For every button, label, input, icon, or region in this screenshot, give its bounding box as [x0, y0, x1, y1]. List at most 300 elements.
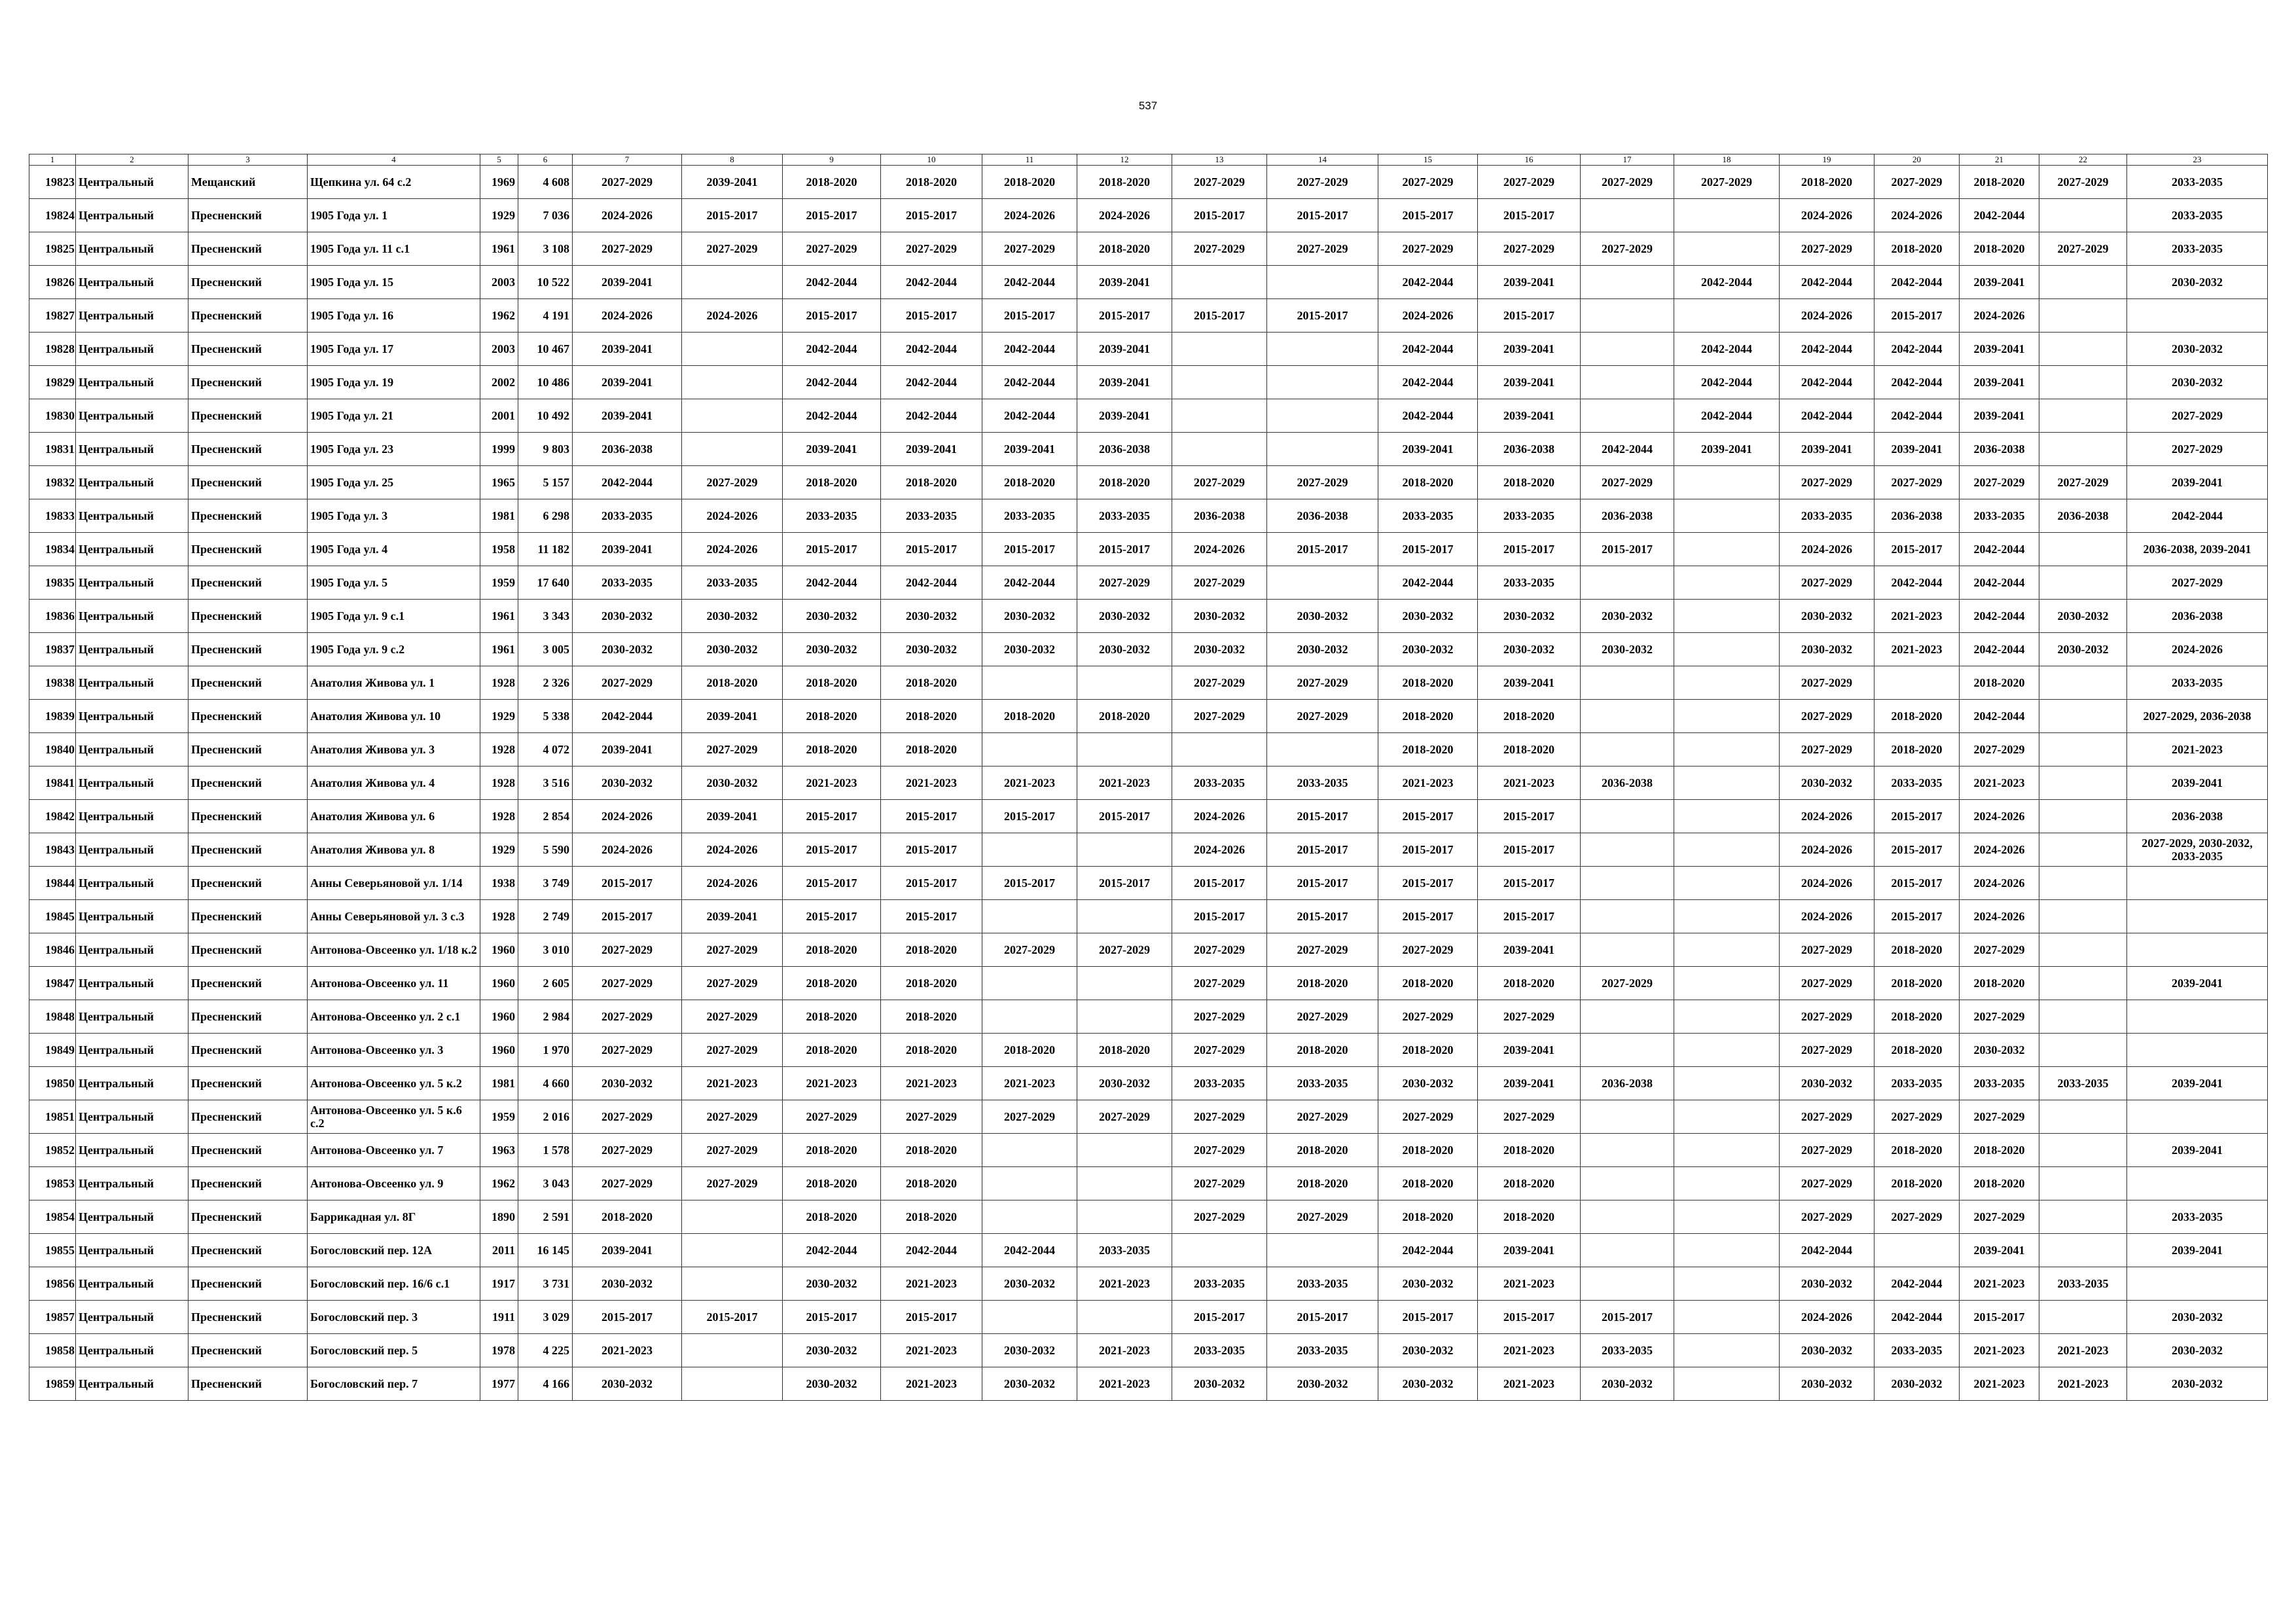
table-cell-col-22 — [2039, 1134, 2127, 1167]
table-cell-col-13: 2033-2035 — [1172, 767, 1267, 800]
table-cell-col-12: 2018-2020 — [1077, 166, 1172, 199]
table-cell-col-3: Пресненский — [188, 1067, 308, 1100]
table-cell-col-10: 2018-2020 — [881, 1200, 982, 1234]
table-cell-col-23: 2036-2038, 2039-2041 — [2127, 533, 2268, 566]
table-cell-col-7: 2024-2026 — [573, 299, 682, 333]
table-cell-col-23: 2021-2023 — [2127, 733, 2268, 767]
table-row — [29, 266, 2268, 299]
table-cell-col-1: 19858 — [29, 1334, 76, 1367]
table-cell-col-8 — [682, 1200, 783, 1234]
table-cell-col-8: 2027-2029 — [682, 733, 783, 767]
table-cell-col-17: 2030-2032 — [1581, 1367, 1674, 1401]
table-cell-col-15: 2015-2017 — [1378, 867, 1478, 900]
table-cell-col-8: 2024-2026 — [682, 499, 783, 533]
table-cell-col-12 — [1077, 967, 1172, 1000]
table-cell-col-6: 7 036 — [518, 199, 573, 232]
table-cell-col-10: 2018-2020 — [881, 1134, 982, 1167]
table-cell-col-5: 1928 — [480, 900, 518, 933]
table-cell-col-16: 2039-2041 — [1478, 266, 1581, 299]
table-cell-col-15: 2015-2017 — [1378, 533, 1478, 566]
table-cell-col-4: Антонова-Овсеенко ул. 11 — [308, 967, 480, 1000]
table-cell-col-15: 2027-2029 — [1378, 1100, 1478, 1134]
table-cell-col-11: 2015-2017 — [982, 533, 1077, 566]
table-cell-col-15: 2033-2035 — [1378, 499, 1478, 533]
table-cell-col-2: Центральный — [76, 199, 188, 232]
table-cell-col-21: 2036-2038 — [1960, 433, 2039, 466]
table-cell-col-14: 2027-2029 — [1267, 466, 1378, 499]
table-row — [29, 1167, 2268, 1200]
table-cell-col-8 — [682, 333, 783, 366]
table-cell-col-20: 2015-2017 — [1874, 900, 1960, 933]
table-cell-col-12 — [1077, 1200, 1172, 1234]
table-cell-col-14 — [1267, 333, 1378, 366]
table-cell-col-10: 2015-2017 — [881, 299, 982, 333]
table-cell-col-9: 2021-2023 — [783, 1067, 881, 1100]
table-cell-col-17: 2015-2017 — [1581, 533, 1674, 566]
table-cell-col-11: 2015-2017 — [982, 867, 1077, 900]
table-cell-col-17 — [1581, 333, 1674, 366]
table-cell-col-12: 2030-2032 — [1077, 1067, 1172, 1100]
table-cell-col-15: 2018-2020 — [1378, 733, 1478, 767]
table-cell-col-17 — [1581, 1234, 1674, 1267]
table-cell-col-21: 2033-2035 — [1960, 499, 2039, 533]
table-cell-col-5: 2002 — [480, 366, 518, 399]
table-cell-col-4: 1905 Года ул. 9 с.1 — [308, 600, 480, 633]
table-cell-col-9: 2018-2020 — [783, 1167, 881, 1200]
table-cell-col-10: 2018-2020 — [881, 466, 982, 499]
table-cell-col-5: 2003 — [480, 333, 518, 366]
table-cell-col-11: 2015-2017 — [982, 800, 1077, 833]
table-cell-col-11 — [982, 967, 1077, 1000]
table-cell-col-5: 1965 — [480, 466, 518, 499]
table-cell-col-13: 2027-2029 — [1172, 232, 1267, 266]
table-cell-col-19: 2018-2020 — [1780, 166, 1874, 199]
table-cell-col-21: 2021-2023 — [1960, 767, 2039, 800]
table-cell-col-7: 2042-2044 — [573, 700, 682, 733]
table-cell-col-22 — [2039, 1034, 2127, 1067]
table-cell-col-11: 2030-2032 — [982, 1367, 1077, 1401]
table-cell-col-12 — [1077, 833, 1172, 867]
table-cell-col-22 — [2039, 533, 2127, 566]
table-row — [29, 600, 2268, 633]
table-cell-col-4: 1905 Года ул. 1 — [308, 199, 480, 232]
table-cell-col-22: 2033-2035 — [2039, 1067, 2127, 1100]
table-cell-col-9: 2018-2020 — [783, 933, 881, 967]
table-cell-col-18 — [1674, 933, 1780, 967]
table-cell-col-10: 2015-2017 — [881, 533, 982, 566]
table-cell-col-20: 2018-2020 — [1874, 1134, 1960, 1167]
table-cell-col-4: Антонова-Овсеенко ул. 3 — [308, 1034, 480, 1067]
table-cell-col-4: Анатолия Живова ул. 8 — [308, 833, 480, 867]
table-cell-col-13: 2015-2017 — [1172, 199, 1267, 232]
table-cell-col-8 — [682, 1367, 783, 1401]
table-cell-col-9: 2015-2017 — [783, 199, 881, 232]
table-cell-col-3: Пресненский — [188, 366, 308, 399]
table-cell-col-17 — [1581, 1134, 1674, 1167]
table-cell-col-14: 2018-2020 — [1267, 1134, 1378, 1167]
table-cell-col-6: 3 010 — [518, 933, 573, 967]
table-cell-col-4: Богословский пер. 16/6 с.1 — [308, 1267, 480, 1301]
table-cell-col-19: 2027-2029 — [1780, 666, 1874, 700]
table-cell-col-5: 1977 — [480, 1367, 518, 1401]
table-cell-col-19: 2024-2026 — [1780, 299, 1874, 333]
table-cell-col-14: 2027-2029 — [1267, 166, 1378, 199]
table-cell-col-12: 2027-2029 — [1077, 566, 1172, 600]
table-cell-col-6: 2 749 — [518, 900, 573, 933]
table-cell-col-22: 2027-2029 — [2039, 166, 2127, 199]
table-cell-col-19: 2024-2026 — [1780, 833, 1874, 867]
table-cell-col-5: 1960 — [480, 1000, 518, 1034]
table-cell-col-23: 2039-2041 — [2127, 1234, 2268, 1267]
table-cell-col-17 — [1581, 566, 1674, 600]
table-cell-col-12: 2021-2023 — [1077, 767, 1172, 800]
table-cell-col-1: 19840 — [29, 733, 76, 767]
table-body — [29, 166, 2268, 1401]
table-cell-col-17 — [1581, 399, 1674, 433]
table-cell-col-12 — [1077, 666, 1172, 700]
table-cell-col-5: 1928 — [480, 767, 518, 800]
table-cell-col-18 — [1674, 600, 1780, 633]
table-cell-col-5: 2001 — [480, 399, 518, 433]
table-cell-col-2: Центральный — [76, 733, 188, 767]
table-cell-col-12: 2039-2041 — [1077, 399, 1172, 433]
table-cell-col-5: 1929 — [480, 833, 518, 867]
table-cell-col-23 — [2127, 299, 2268, 333]
table-cell-col-22 — [2039, 366, 2127, 399]
table-cell-col-6: 3 749 — [518, 867, 573, 900]
table-cell-col-20: 2039-2041 — [1874, 433, 1960, 466]
table-cell-col-23 — [2127, 1267, 2268, 1301]
table-cell-col-1: 19859 — [29, 1367, 76, 1401]
table-cell-col-4: Баррикадная ул. 8Г — [308, 1200, 480, 1234]
column-header-9: 9 — [783, 154, 881, 166]
table-cell-col-9: 2015-2017 — [783, 800, 881, 833]
table-cell-col-20: 2042-2044 — [1874, 333, 1960, 366]
table-cell-col-14 — [1267, 566, 1378, 600]
table-cell-col-22 — [2039, 767, 2127, 800]
table-cell-col-5: 1958 — [480, 533, 518, 566]
table-cell-col-10: 2018-2020 — [881, 1034, 982, 1067]
table-cell-col-19: 2027-2029 — [1780, 1100, 1874, 1134]
table-cell-col-10: 2021-2023 — [881, 1334, 982, 1367]
table-cell-col-6: 10 492 — [518, 399, 573, 433]
table-cell-col-15: 2030-2032 — [1378, 1067, 1478, 1100]
table-row — [29, 633, 2268, 666]
table-cell-col-13: 2015-2017 — [1172, 1301, 1267, 1334]
table-cell-col-5: 1961 — [480, 232, 518, 266]
table-cell-col-13: 2027-2029 — [1172, 933, 1267, 967]
table-cell-col-21: 2027-2029 — [1960, 1200, 2039, 1234]
table-cell-col-1: 19825 — [29, 232, 76, 266]
table-row — [29, 1234, 2268, 1267]
table-cell-col-13: 2027-2029 — [1172, 1100, 1267, 1134]
table-cell-col-5: 1961 — [480, 600, 518, 633]
table-row — [29, 499, 2268, 533]
table-cell-col-6: 2 984 — [518, 1000, 573, 1034]
table-cell-col-8: 2027-2029 — [682, 466, 783, 499]
table-cell-col-17: 2027-2029 — [1581, 967, 1674, 1000]
table-cell-col-3: Пресненский — [188, 666, 308, 700]
table-cell-col-11: 2024-2026 — [982, 199, 1077, 232]
table-cell-col-15: 2039-2041 — [1378, 433, 1478, 466]
table-cell-col-20: 2015-2017 — [1874, 299, 1960, 333]
table-cell-col-3: Пресненский — [188, 633, 308, 666]
table-cell-col-3: Пресненский — [188, 1034, 308, 1067]
table-row — [29, 700, 2268, 733]
table-cell-col-23: 2033-2035 — [2127, 232, 2268, 266]
column-header-22: 22 — [2039, 154, 2127, 166]
table-cell-col-22 — [2039, 833, 2127, 867]
table-cell-col-21: 2042-2044 — [1960, 700, 2039, 733]
table-cell-col-3: Мещанский — [188, 166, 308, 199]
table-cell-col-13: 2027-2029 — [1172, 166, 1267, 199]
table-cell-col-20: 2015-2017 — [1874, 867, 1960, 900]
table-cell-col-11 — [982, 900, 1077, 933]
table-cell-col-10: 2021-2023 — [881, 1067, 982, 1100]
table-cell-col-4: Антонова-Овсеенко ул. 9 — [308, 1167, 480, 1200]
table-cell-col-23: 2030-2032 — [2127, 1334, 2268, 1367]
table-cell-col-3: Пресненский — [188, 433, 308, 466]
table-cell-col-8: 2027-2029 — [682, 933, 783, 967]
table-cell-col-11: 2042-2044 — [982, 266, 1077, 299]
table-cell-col-2: Центральный — [76, 767, 188, 800]
table-cell-col-15: 2042-2044 — [1378, 333, 1478, 366]
table-cell-col-8: 2024-2026 — [682, 533, 783, 566]
table-cell-col-7: 2030-2032 — [573, 767, 682, 800]
table-cell-col-7: 2039-2041 — [573, 333, 682, 366]
table-cell-col-22 — [2039, 266, 2127, 299]
table-cell-col-7: 2018-2020 — [573, 1200, 682, 1234]
table-cell-col-22 — [2039, 867, 2127, 900]
table-cell-col-8 — [682, 266, 783, 299]
column-header-14: 14 — [1267, 154, 1378, 166]
table-cell-col-23: 2027-2029, 2036-2038 — [2127, 700, 2268, 733]
table-cell-col-18 — [1674, 1167, 1780, 1200]
table-cell-col-21: 2039-2041 — [1960, 1234, 2039, 1267]
table-cell-col-15: 2015-2017 — [1378, 199, 1478, 232]
table-cell-col-3: Пресненский — [188, 867, 308, 900]
table-cell-col-15: 2018-2020 — [1378, 666, 1478, 700]
table-cell-col-8: 2018-2020 — [682, 666, 783, 700]
table-cell-col-8: 2015-2017 — [682, 1301, 783, 1334]
table-cell-col-4: Антонова-Овсеенко ул. 7 — [308, 1134, 480, 1167]
table-cell-col-1: 19846 — [29, 933, 76, 967]
table-cell-col-17 — [1581, 666, 1674, 700]
table-cell-col-11: 2033-2035 — [982, 499, 1077, 533]
table-cell-col-1: 19836 — [29, 600, 76, 633]
table-cell-col-16: 2021-2023 — [1478, 1367, 1581, 1401]
table-cell-col-2: Центральный — [76, 900, 188, 933]
table-cell-col-14: 2015-2017 — [1267, 299, 1378, 333]
table-cell-col-11: 2030-2032 — [982, 633, 1077, 666]
table-cell-col-3: Пресненский — [188, 1100, 308, 1134]
table-cell-col-1: 19851 — [29, 1100, 76, 1134]
table-cell-col-13: 2027-2029 — [1172, 1000, 1267, 1034]
table-cell-col-22: 2033-2035 — [2039, 1267, 2127, 1301]
table-cell-col-21: 2030-2032 — [1960, 1034, 2039, 1067]
table-cell-col-13: 2030-2032 — [1172, 600, 1267, 633]
table-cell-col-23: 2033-2035 — [2127, 666, 2268, 700]
table-cell-col-19: 2033-2035 — [1780, 499, 1874, 533]
table-row — [29, 1367, 2268, 1401]
table-cell-col-9: 2042-2044 — [783, 366, 881, 399]
table-cell-col-17 — [1581, 1000, 1674, 1034]
table-cell-col-15: 2015-2017 — [1378, 800, 1478, 833]
table-row — [29, 1100, 2268, 1134]
table-cell-col-9: 2018-2020 — [783, 466, 881, 499]
table-cell-col-1: 19823 — [29, 166, 76, 199]
table-cell-col-19: 2042-2044 — [1780, 1234, 1874, 1267]
table-cell-col-19: 2024-2026 — [1780, 1301, 1874, 1334]
table-cell-col-13: 2033-2035 — [1172, 1067, 1267, 1100]
table-row — [29, 399, 2268, 433]
table-cell-col-15: 2015-2017 — [1378, 1301, 1478, 1334]
table-cell-col-15: 2030-2032 — [1378, 633, 1478, 666]
table-cell-col-6: 1 970 — [518, 1034, 573, 1067]
table-cell-col-14: 2030-2032 — [1267, 600, 1378, 633]
table-cell-col-11 — [982, 1200, 1077, 1234]
table-cell-col-11 — [982, 733, 1077, 767]
table-cell-col-14: 2015-2017 — [1267, 199, 1378, 232]
table-row — [29, 1034, 2268, 1067]
table-cell-col-18: 2042-2044 — [1674, 399, 1780, 433]
table-cell-col-18 — [1674, 1034, 1780, 1067]
table-cell-col-1: 19850 — [29, 1067, 76, 1100]
table-cell-col-18: 2042-2044 — [1674, 266, 1780, 299]
table-cell-col-10: 2021-2023 — [881, 1367, 982, 1401]
table-cell-col-16: 2018-2020 — [1478, 466, 1581, 499]
table-cell-col-1: 19832 — [29, 466, 76, 499]
table-cell-col-20 — [1874, 1234, 1960, 1267]
table-cell-col-23: 2036-2038 — [2127, 600, 2268, 633]
table-cell-col-2: Центральный — [76, 933, 188, 967]
table-cell-col-18 — [1674, 1234, 1780, 1267]
table-cell-col-17 — [1581, 833, 1674, 867]
table-cell-col-15: 2018-2020 — [1378, 1034, 1478, 1067]
table-cell-col-11: 2027-2029 — [982, 933, 1077, 967]
table-cell-col-3: Пресненский — [188, 1301, 308, 1334]
table-cell-col-13: 2030-2032 — [1172, 633, 1267, 666]
table-cell-col-7: 2030-2032 — [573, 600, 682, 633]
table-cell-col-3: Пресненский — [188, 566, 308, 600]
table-cell-col-15: 2030-2032 — [1378, 1367, 1478, 1401]
table-cell-col-6: 2 854 — [518, 800, 573, 833]
table-cell-col-14: 2015-2017 — [1267, 867, 1378, 900]
table-cell-col-2: Центральный — [76, 1067, 188, 1100]
table-cell-col-15: 2027-2029 — [1378, 232, 1478, 266]
table-cell-col-12: 2015-2017 — [1077, 533, 1172, 566]
table-cell-col-5: 1981 — [480, 499, 518, 533]
table-cell-col-4: Антонова-Овсеенко ул. 5 к.2 — [308, 1067, 480, 1100]
table-cell-col-16: 2018-2020 — [1478, 1134, 1581, 1167]
table-cell-col-3: Пресненский — [188, 533, 308, 566]
table-cell-col-1: 19849 — [29, 1034, 76, 1067]
table-cell-col-14: 2030-2032 — [1267, 1367, 1378, 1401]
table-cell-col-10: 2015-2017 — [881, 199, 982, 232]
table-cell-col-8: 2024-2026 — [682, 833, 783, 867]
table-cell-col-7: 2036-2038 — [573, 433, 682, 466]
table-cell-col-22: 2030-2032 — [2039, 600, 2127, 633]
table-cell-col-20: 2027-2029 — [1874, 466, 1960, 499]
table-cell-col-15: 2018-2020 — [1378, 1167, 1478, 1200]
table-cell-col-15: 2030-2032 — [1378, 1334, 1478, 1367]
table-cell-col-6: 5 157 — [518, 466, 573, 499]
table-row — [29, 1334, 2268, 1367]
table-cell-col-9: 2018-2020 — [783, 666, 881, 700]
table-cell-col-11: 2021-2023 — [982, 1067, 1077, 1100]
table-cell-col-23 — [2127, 1167, 2268, 1200]
table-cell-col-15: 2018-2020 — [1378, 466, 1478, 499]
table-cell-col-12: 2021-2023 — [1077, 1334, 1172, 1367]
table-cell-col-18 — [1674, 1200, 1780, 1234]
table-cell-col-14: 2033-2035 — [1267, 767, 1378, 800]
table-cell-col-2: Центральный — [76, 299, 188, 333]
table-cell-col-5: 1961 — [480, 633, 518, 666]
table-cell-col-23 — [2127, 933, 2268, 967]
table-cell-col-2: Центральный — [76, 266, 188, 299]
table-cell-col-6: 2 326 — [518, 666, 573, 700]
table-cell-col-15: 2042-2044 — [1378, 266, 1478, 299]
table-cell-col-6: 6 298 — [518, 499, 573, 533]
table-cell-col-2: Центральный — [76, 1367, 188, 1401]
table-cell-col-16: 2015-2017 — [1478, 533, 1581, 566]
table-cell-col-13: 2033-2035 — [1172, 1267, 1267, 1301]
table-cell-col-8: 2027-2029 — [682, 1167, 783, 1200]
table-cell-col-14 — [1267, 399, 1378, 433]
table-cell-col-4: 1905 Года ул. 25 — [308, 466, 480, 499]
table-cell-col-23 — [2127, 867, 2268, 900]
table-cell-col-7: 2027-2029 — [573, 232, 682, 266]
table-cell-col-6: 4 191 — [518, 299, 573, 333]
table-cell-col-20: 2042-2044 — [1874, 366, 1960, 399]
table-cell-col-20: 2042-2044 — [1874, 566, 1960, 600]
table-cell-col-11: 2042-2044 — [982, 333, 1077, 366]
table-cell-col-10: 2018-2020 — [881, 166, 982, 199]
table-cell-col-23: 2030-2032 — [2127, 333, 2268, 366]
table-cell-col-16: 2015-2017 — [1478, 800, 1581, 833]
table-cell-col-1: 19824 — [29, 199, 76, 232]
table-cell-col-12: 2015-2017 — [1077, 299, 1172, 333]
table-cell-col-1: 19830 — [29, 399, 76, 433]
table-cell-col-16: 2027-2029 — [1478, 1100, 1581, 1134]
table-cell-col-21: 2015-2017 — [1960, 1301, 2039, 1334]
table-cell-col-11: 2021-2023 — [982, 767, 1077, 800]
table-cell-col-19: 2024-2026 — [1780, 199, 1874, 232]
table-cell-col-20: 2033-2035 — [1874, 1334, 1960, 1367]
table-cell-col-15: 2015-2017 — [1378, 900, 1478, 933]
table-cell-col-22 — [2039, 967, 2127, 1000]
table-cell-col-15: 2021-2023 — [1378, 767, 1478, 800]
table-cell-col-12: 2021-2023 — [1077, 1267, 1172, 1301]
table-cell-col-9: 2042-2044 — [783, 1234, 881, 1267]
table-cell-col-16: 2018-2020 — [1478, 1200, 1581, 1234]
table-cell-col-8: 2030-2032 — [682, 767, 783, 800]
table-cell-col-11: 2018-2020 — [982, 1034, 1077, 1067]
table-cell-col-8: 2027-2029 — [682, 967, 783, 1000]
table-cell-col-1: 19831 — [29, 433, 76, 466]
table-cell-col-17 — [1581, 1100, 1674, 1134]
table-cell-col-18 — [1674, 867, 1780, 900]
table-cell-col-18 — [1674, 566, 1780, 600]
column-header-5: 5 — [480, 154, 518, 166]
table-cell-col-9: 2030-2032 — [783, 633, 881, 666]
table-cell-col-1: 19835 — [29, 566, 76, 600]
table-cell-col-6: 4 225 — [518, 1334, 573, 1367]
table-cell-col-21: 2024-2026 — [1960, 867, 2039, 900]
column-header-10: 10 — [881, 154, 982, 166]
table-cell-col-17: 2042-2044 — [1581, 433, 1674, 466]
table-cell-col-13: 2027-2029 — [1172, 700, 1267, 733]
